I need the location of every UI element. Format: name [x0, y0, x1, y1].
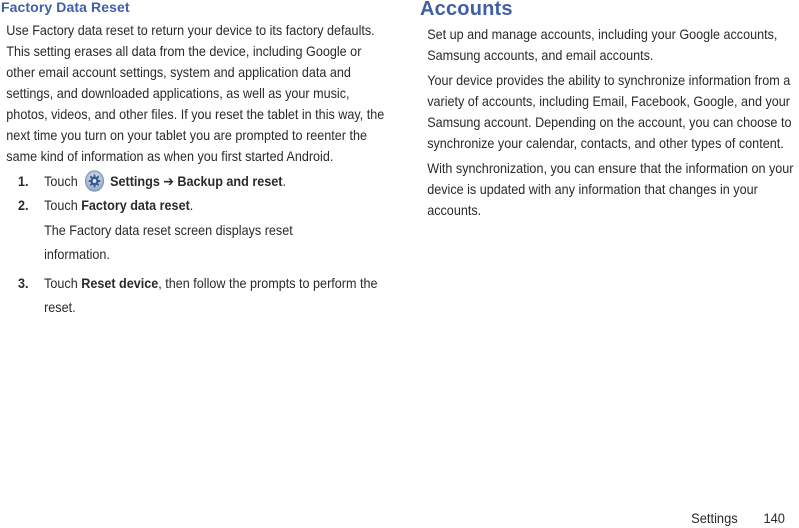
accounts-heading: Accounts: [420, 0, 513, 20]
step-2-number: 2.: [18, 197, 29, 213]
step-2-text: [44, 193, 193, 217]
settings-gear-icon: [85, 170, 105, 192]
step-1-suffix: .: [282, 173, 286, 189]
page-footer: [691, 510, 785, 526]
step-2: [0, 193, 378, 217]
factory-data-reset-heading: Factory Data Reset: [1, 0, 130, 15]
footer-section-name: Settings: [691, 510, 738, 526]
step-3-prefix: Touch: [44, 275, 82, 291]
step-1-prefix: Touch: [44, 173, 78, 189]
step-3-suffix: , then follow the prompts to perform the reset.: [44, 275, 378, 315]
step-1: [0, 169, 378, 193]
accounts-paragraph-3: With synchronization, you can ensure that the information on your device is updated with any information that changes in your accounts.: [427, 160, 794, 218]
step-1-backup-and-reset: Backup and reset: [177, 173, 283, 189]
step-2-prefix: Touch: [44, 197, 82, 213]
accounts-paragraph-1: Set up and manage accounts, including your Google accounts, Samsung accounts, and email accounts.: [427, 26, 778, 63]
accounts-paragraph-2: Your device provides the ability to synchronize information from a variety of accounts, including Email, Facebook, Google, and your Samsung account. Depending on the account, you can choose to synchronize your calendar, contacts, and other types of content.: [427, 72, 792, 151]
page-number: 140: [763, 510, 785, 526]
step-1-arrow: ➔: [163, 173, 174, 189]
step-1-text: [44, 169, 286, 193]
right-column: [420, 0, 799, 221]
step-2-factory-data-reset: Factory data reset: [81, 197, 190, 213]
step-2-suffix: .: [189, 197, 194, 213]
step-1-number: 1.: [18, 173, 29, 189]
step-1-settings: Settings: [110, 173, 160, 189]
step-3-number: 3.: [18, 275, 29, 291]
left-column: [0, 0, 390, 315]
step-3: [0, 271, 378, 315]
step-3-text: [44, 271, 386, 319]
step-2-note: The Factory data reset screen displays reset information.: [44, 222, 293, 262]
step-3-reset-device: Reset device: [81, 275, 159, 291]
factory-reset-intro: Use Factory data reset to return your device to its factory defaults. This setting erases all data from the device, including Google or other email account settings, system and application data and settings, and downloaded applications, as well as your music, photos, videos, and other files. If you reset the tablet in this way, the next time you turn on your tablet you are prompted to reenter the same kind of information as when you first started Android.: [6, 22, 385, 164]
